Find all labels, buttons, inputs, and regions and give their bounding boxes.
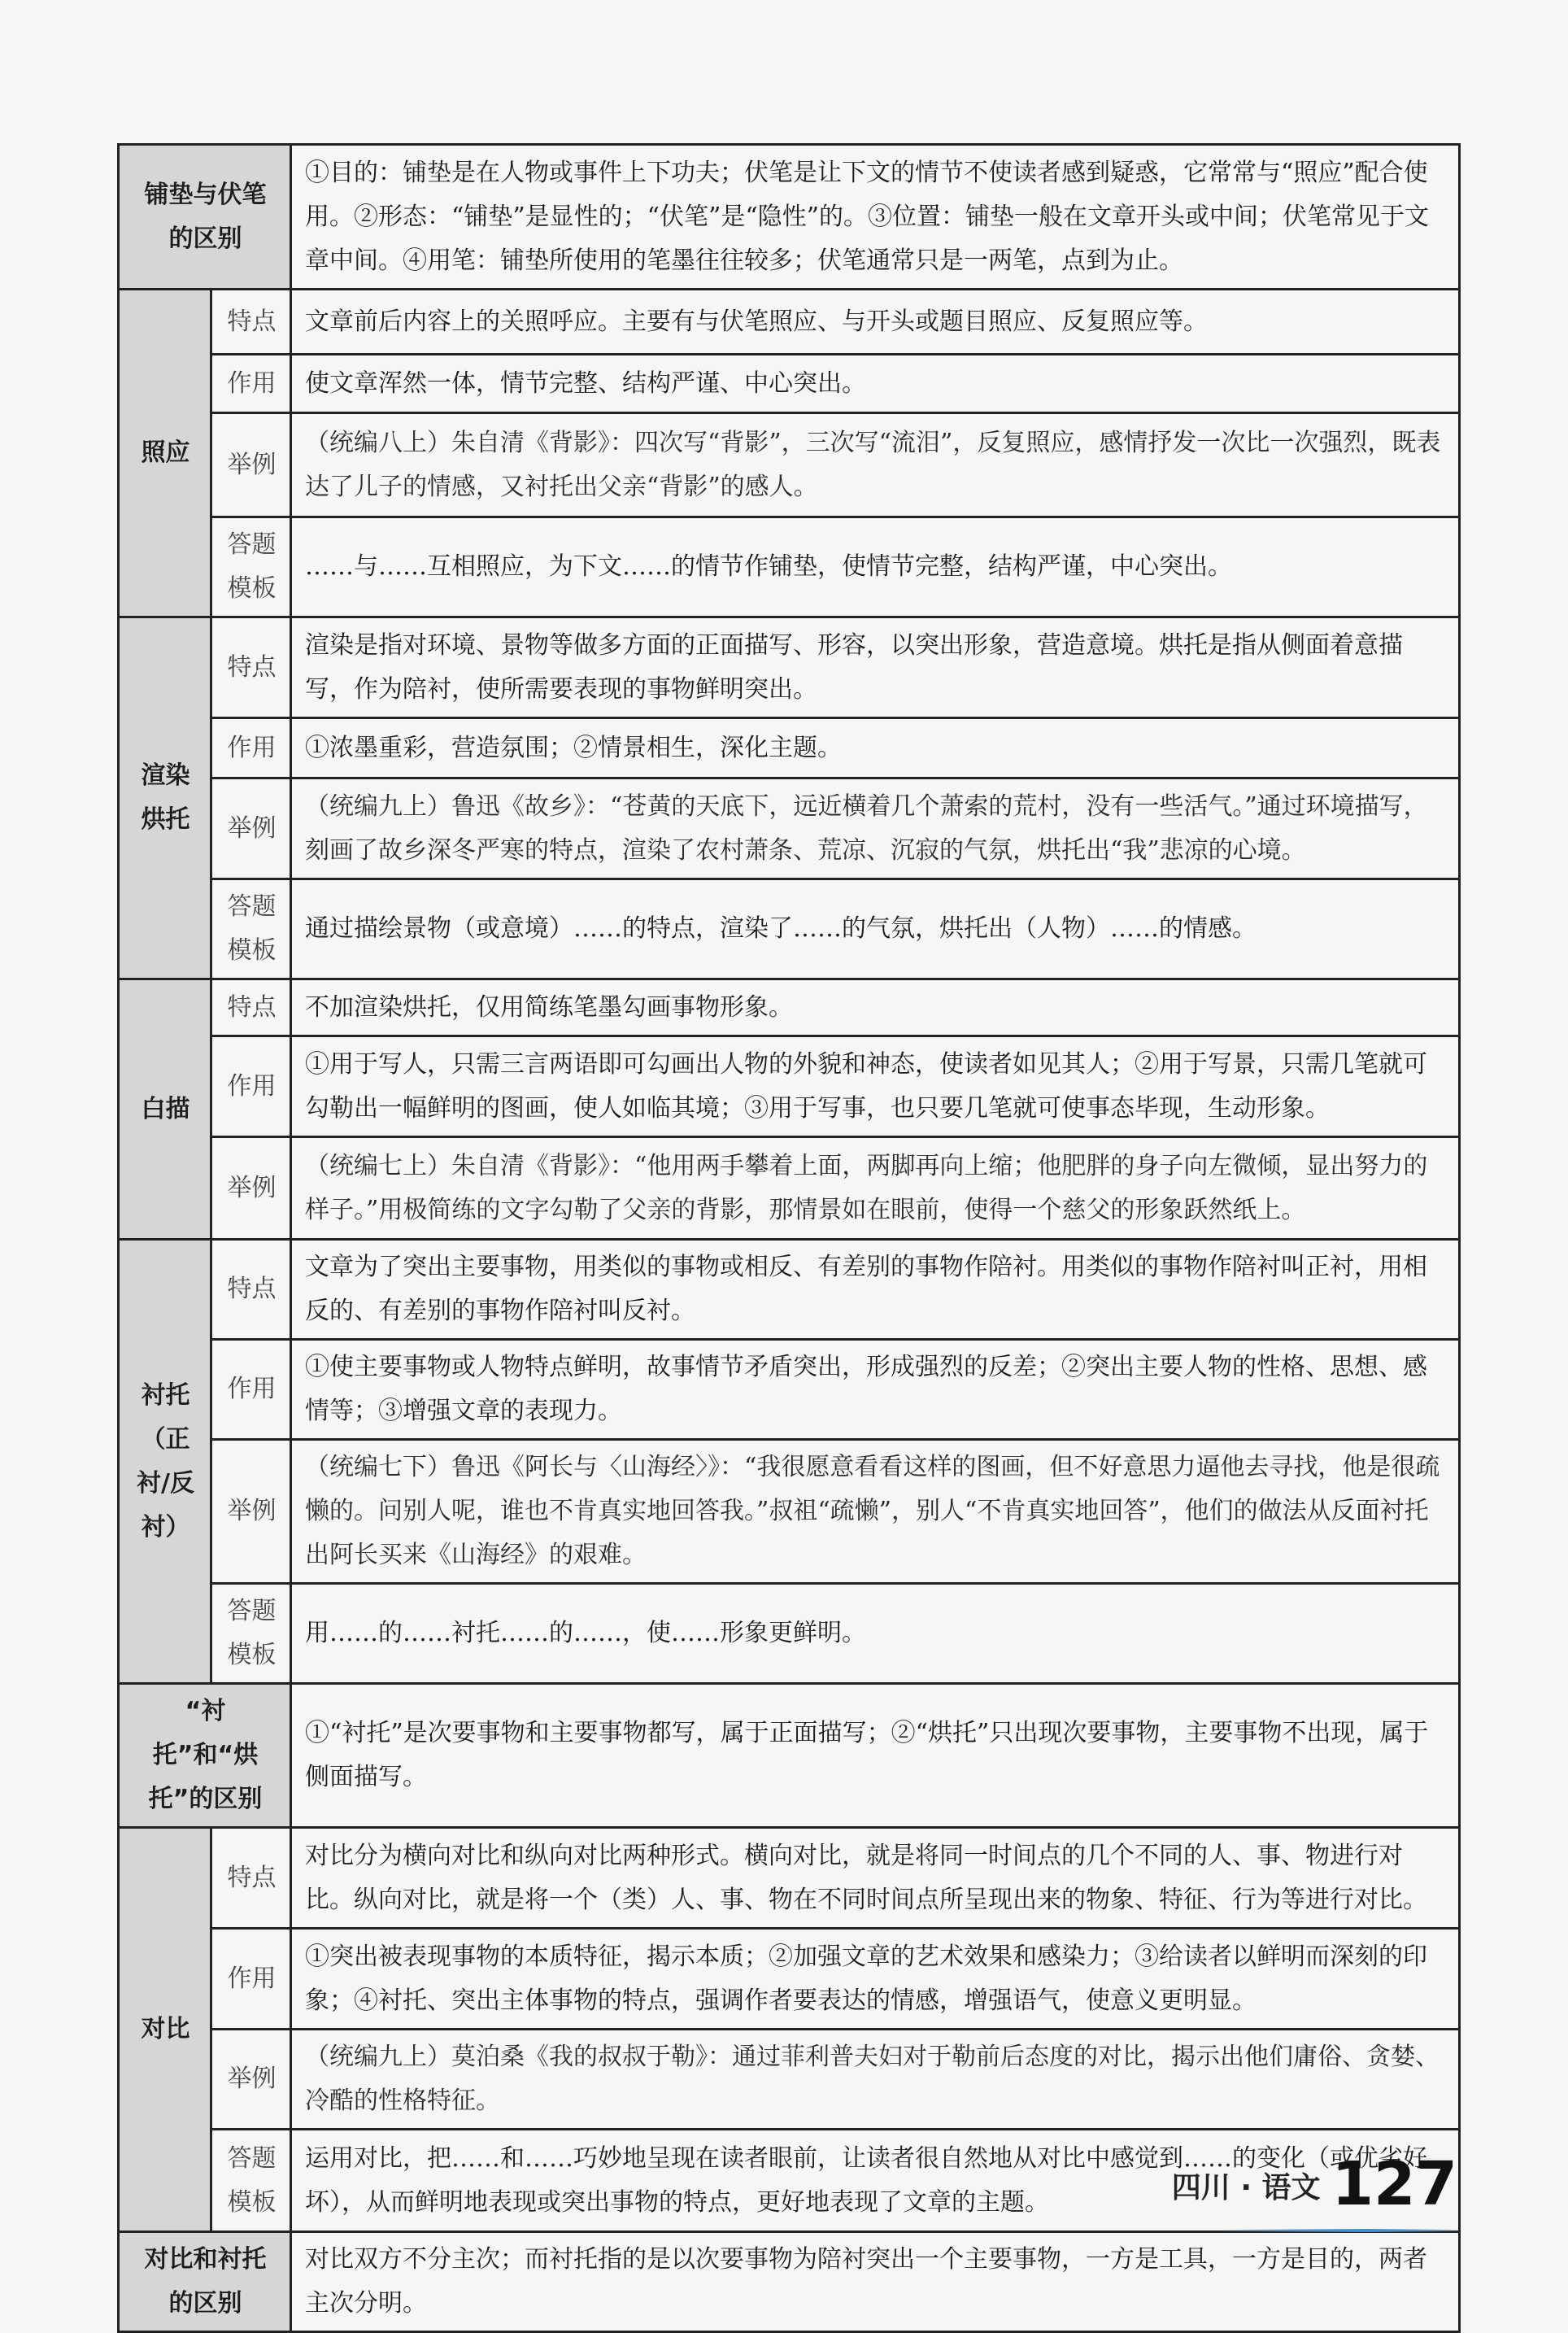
cell-text: ……与……互相照应，为下文……的情节作铺垫，使情节完整，结构严谨，中心突出。 [291,517,1460,617]
category-label: “衬托”和“烘托”的区别 [119,1684,291,1828]
cell-text: （统编九上）鲁迅《故乡》：“苍黄的天底下，远近横着几个萧索的荒村，没有一些活气。”通过环境描写，刻画了故乡深冬严寒的特点，渲染了农村萧条、荒凉、沉寂的气氛，烘托出“我”悲凉的心境。 [291,778,1460,879]
category-label: 衬托（正衬/反衬） [119,1240,211,1684]
table-row [119,718,1460,778]
sub-label: 举例 [211,2030,291,2130]
sub-label: 特点 [211,617,291,718]
sub-label: 答题模板 [211,1584,291,1684]
table-row [119,355,1460,413]
table-row [119,979,1460,1036]
cell-text: 文章前后内容上的关照呼应。主要有与伏笔照应、与开头或题目照应、反复照应等。 [291,290,1460,355]
cell-text: ①浓墨重彩，营造氛围；②情景相生，深化主题。 [291,718,1460,778]
table-row [119,778,1460,879]
table-row [119,145,1460,290]
page-number: 127 [1331,2149,1457,2219]
sub-label: 作用 [211,1929,291,2030]
table-row [119,1240,1460,1340]
cell-text: 文章为了突出主要事物，用类似的事物或相反、有差别的事物作陪衬。用类似的事物作陪衬叫正衬，用相反的、有差别的事物作陪衬叫反衬。 [291,1240,1460,1340]
sub-label: 答题模板 [211,517,291,617]
cell-text: （统编七上）朱自清《背影》：“他用两手攀着上面，两脚再向上缩；他肥胖的身子向左微倾，显出努力的样子。”用极简练的文字勾勒了父亲的背影，那情景如在眼前，使得一个慈父的形象跃然纸上。 [291,1137,1460,1240]
sub-label: 举例 [211,1440,291,1584]
table-row [119,1584,1460,1684]
table-row [119,1929,1460,2030]
category-label: 对比 [119,1828,211,2232]
cell-text: 对比分为横向对比和纵向对比两种形式。横向对比，就是将同一时间点的几个不同的人、事、物进行对比。纵向对比，就是将一个（类）人、事、物在不同时间点所呈现出来的物象、特征、行为等进行对比。 [291,1828,1460,1929]
sub-label: 作用 [211,355,291,413]
cell-text: ①目的：铺垫是在人物或事件上下功夫；伏笔是让下文的情节不使读者感到疑惑，它常常与“照应”配合使用。②形态：“铺垫”是显性的；“伏笔”是“隐性”的。③位置：铺垫一般在文章开头或中间；伏笔常见于文章中间。④用笔：铺垫所使用的笔墨往往较多；伏笔通常只是一两笔，点到为止。 [291,145,1460,290]
cell-text: 渲染是指对环境、景物等做多方面的正面描写、形容，以突出形象，营造意境。烘托是指从侧面着意描写，作为陪衬，使所需要表现的事物鲜明突出。 [291,617,1460,718]
rhetoric-table [117,143,1461,2333]
cell-text: 对比双方不分主次；而衬托指的是以次要事物为陪衬突出一个主要事物，一方是工具，一方是目的，两者主次分明。 [291,2232,1460,2332]
cell-text: 通过描绘景物（或意境）……的特点，渲染了……的气氛，烘托出（人物）……的情感。 [291,879,1460,979]
cell-text: ①突出被表现事物的本质特征，揭示本质；②加强文章的艺术效果和感染力；③给读者以鲜明而深刻的印象；④衬托、突出主体事物的特点，强调作者要表达的情感，增强语气，使意义更明显。 [291,1929,1460,2030]
sub-label: 举例 [211,778,291,879]
category-label: 对比和衬托的区别 [119,2232,291,2332]
cell-text: 用……的……衬托……的……，使……形象更鲜明。 [291,1584,1460,1684]
table-row [119,517,1460,617]
table-row [119,1440,1460,1584]
table-row [119,290,1460,355]
sub-label: 举例 [211,1137,291,1240]
table-row [119,1828,1460,1929]
category-label: 铺垫与伏笔的区别 [119,145,291,290]
sub-label: 作用 [211,1340,291,1440]
sub-label: 特点 [211,1828,291,1929]
sub-label: 作用 [211,1036,291,1137]
cell-text: （统编八上）朱自清《背影》：四次写“背影”，三次写“流泪”，反复照应，感情抒发一次比一次强烈，既表达了儿子的情感，又衬托出父亲“背影”的感人。 [291,413,1460,517]
cell-text: ①“衬托”是次要事物和主要事物都写，属于正面描写；②“烘托”只出现次要事物，主要事物不出现，属于侧面描写。 [291,1684,1460,1828]
cell-text: （统编七下）鲁迅《阿长与〈山海经〉》：“我很愿意看看这样的图画，但不好意思力逼他去寻找，他是很疏懒的。问别人呢，谁也不肯真实地回答我。”叔祖“疏懒”，别人“不肯真实地回答”，他们的做法从反面衬托出阿长买来《山海经》的艰难。 [291,1440,1460,1584]
cell-text: ①用于写人，只需三言两语即可勾画出人物的外貌和神态，使读者如见其人；②用于写景，只需几笔就可勾勒出一幅鲜明的图画，使人如临其境；③用于写事，也只要几笔就可使事态毕现，生动形象。 [291,1036,1460,1137]
footer-region: 四川 · 语文 [1171,2171,1321,2204]
table-row [119,2232,1460,2332]
sub-label: 特点 [211,290,291,355]
table-row [119,413,1460,517]
table-row [119,1036,1460,1137]
table-row [119,879,1460,979]
table-row [119,2030,1460,2130]
table-row [119,617,1460,718]
sub-label: 举例 [211,413,291,517]
table-row [119,1340,1460,1440]
sub-label: 特点 [211,979,291,1036]
footer-decoration [1220,2229,1464,2232]
sub-label: 答题模板 [211,2130,291,2232]
cell-text: 不加渲染烘托，仅用简练笔墨勾画事物形象。 [291,979,1460,1036]
cell-text: 运用对比，把……和……巧妙地呈现在读者眼前，让读者很自然地从对比中感觉到……的变化（或优劣好坏），从而鲜明地表现或突出事物的特点，更好地表现了文章的主题。 [291,2130,1460,2232]
sub-label: 答题模板 [211,879,291,979]
category-label: 照应 [119,290,211,617]
page-footer [1171,2149,1457,2219]
category-label: 渲染烘托 [119,617,211,979]
cell-text: ①使主要事物或人物特点鲜明，故事情节矛盾突出，形成强烈的反差；②突出主要人物的性格、思想、感情等；③增强文章的表现力。 [291,1340,1460,1440]
sub-label: 作用 [211,718,291,778]
category-label: 白描 [119,979,211,1240]
cell-text: 使文章浑然一体，情节完整、结构严谨、中心突出。 [291,355,1460,413]
cell-text: （统编九上）莫泊桑《我的叔叔于勒》：通过菲利普夫妇对于勒前后态度的对比，揭示出他们庸俗、贪婪、冷酷的性格特征。 [291,2030,1460,2130]
sub-label: 特点 [211,1240,291,1340]
table-row [119,1137,1460,1240]
table-row [119,1684,1460,1828]
